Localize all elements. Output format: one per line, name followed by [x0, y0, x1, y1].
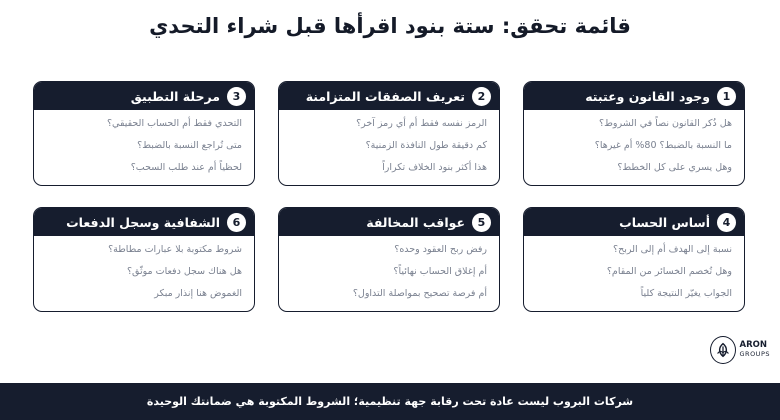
card-body: [279, 236, 499, 300]
card-body: [279, 110, 499, 174]
card-number-badge: 6: [227, 213, 246, 232]
card-item: هذا أكثر بنود الخلاف تكراراً: [382, 162, 487, 173]
card-item: رفض ربح العقود وحده؟: [394, 244, 487, 255]
footer-banner: [0, 383, 780, 420]
card-body: [524, 236, 744, 300]
leaf-icon: [710, 336, 736, 364]
card-header: [34, 208, 254, 236]
card-item: الغموض هنا إنذار مبكر: [154, 288, 242, 299]
card-body: [524, 110, 744, 174]
card-item: الجواب يغيّر النتيجة كلياً: [640, 288, 732, 299]
checklist-card-6: [33, 207, 255, 312]
card-item: هل هناك سجل دفعات موثّق؟: [127, 266, 242, 277]
card-item: كم دقيقة طول النافذة الزمنية؟: [365, 140, 487, 151]
card-item: وهل تُخصم الخسائر من المقام؟: [606, 266, 732, 277]
card-item: متى تُراجع النسبة بالضبط؟: [137, 140, 242, 151]
card-title: أساس الحساب: [619, 214, 710, 230]
card-item: أم إغلاق الحساب نهائياً؟: [393, 266, 487, 277]
logo-subtitle: GROUPS: [739, 350, 770, 358]
card-item: نسبة إلى الهدف أم إلى الربح؟: [613, 244, 732, 255]
card-header: [524, 208, 744, 236]
page-title: قائمة تحقق: ستة بنود اقرأها قبل شراء التحدي: [149, 14, 631, 38]
card-header: [279, 82, 499, 110]
card-number-badge: 2: [472, 87, 491, 106]
checklist-card-5: [278, 207, 500, 312]
card-title: مرحلة التطبيق: [130, 88, 220, 104]
card-body: [34, 110, 254, 174]
card-item: وهل يسري على كل الخطط؟: [617, 162, 732, 173]
card-header: [279, 208, 499, 236]
checklist-card-4: [523, 207, 745, 312]
brand-logo: [710, 334, 770, 366]
checklist-card-3: [33, 81, 255, 186]
footer-text: شركات البروب ليست عادة تحت رقابة جهة تنظيمية؛ الشروط المكتوبة هي ضمانتك الوحيدة: [146, 395, 634, 408]
card-title: الشفافية وسجل الدفعات: [66, 214, 220, 230]
card-title: وجود القانون وعتبته: [585, 88, 710, 104]
checklist-card-1: [523, 81, 745, 186]
card-number-badge: 3: [227, 87, 246, 106]
card-item: أم فرصة تصحيح بمواصلة التداول؟: [352, 288, 487, 299]
card-body: [34, 236, 254, 300]
checklist-card-2: [278, 81, 500, 186]
card-item: شروط مكتوبة بلا عبارات مطاطة؟: [108, 244, 242, 255]
card-item: الرمز نفسه فقط أم أي رمز آخر؟: [356, 118, 487, 129]
card-item: التحدي فقط أم الحساب الحقيقي؟: [106, 118, 242, 129]
card-number-badge: 4: [717, 213, 736, 232]
card-item: لحظياً أم عند طلب السحب؟: [130, 162, 242, 173]
card-number-badge: 5: [472, 213, 491, 232]
card-number-badge: 1: [717, 87, 736, 106]
card-header: [524, 82, 744, 110]
logo-wordmark: [740, 341, 770, 359]
logo-name: ARON: [739, 340, 767, 350]
card-title: تعريف الصفقات المتزامنة: [305, 88, 465, 104]
card-item: ما النسبة بالضبط؟ 80% أم غيرها؟: [594, 140, 732, 151]
card-item: هل ذُكر القانون نصاً في الشروط؟: [599, 118, 732, 129]
card-header: [34, 82, 254, 110]
card-title: عواقب المخالفة: [366, 214, 465, 230]
